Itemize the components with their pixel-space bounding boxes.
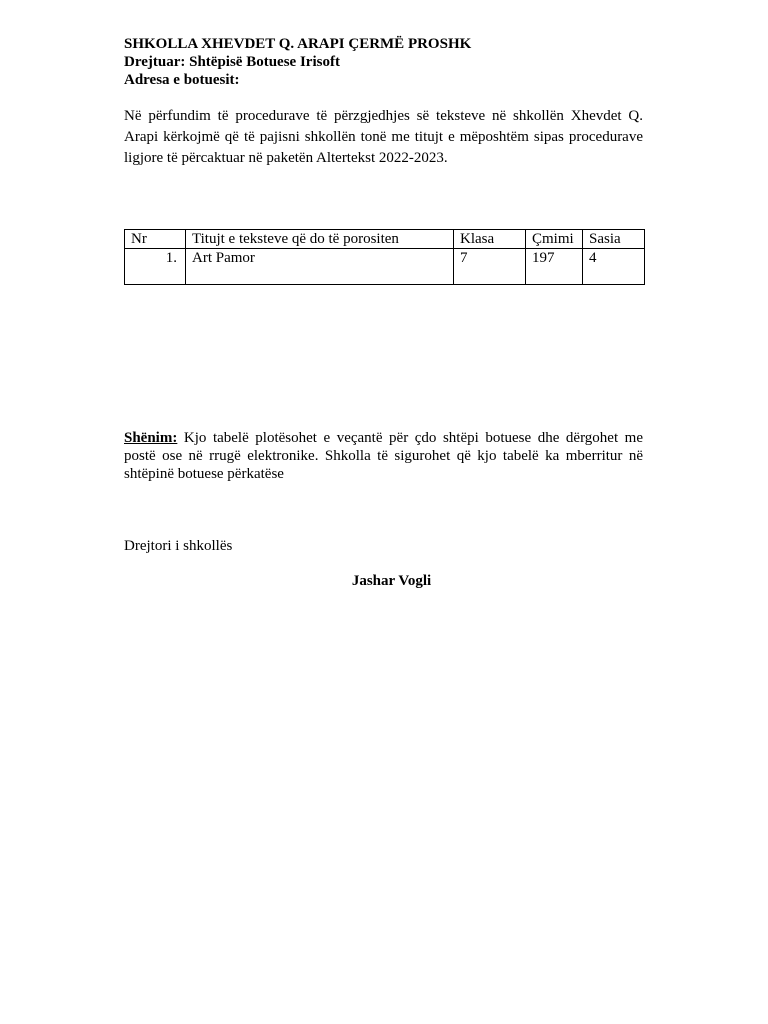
note-text: Kjo tabelë plotësohet e veçantë për çdo shtëpi botuese dhe dërgohet me postë ose në rrugë elektronike. Shkolla të sigurohet që kjo tabelë ka mberritur në shtëpinë botuese përkatëse bbox=[124, 430, 643, 482]
director-title: Drejtori i shkollës bbox=[124, 538, 233, 554]
director-name: Jashar Vogli bbox=[351, 573, 432, 589]
header-quantity: Sasia bbox=[583, 230, 645, 249]
intro-paragraph: Në përfundim të procedurave të përzgjedhjes së teksteve në shkollën Xhevdet Q. Arapi kërkojmë që të pajisni shkollën tonë me titujt e mëposhtëm sipas procedurave ligjore të përcaktuar në paketën Altertekst 2022-2023. bbox=[124, 108, 643, 166]
header-grade: Klasa bbox=[454, 230, 526, 249]
header-nr: Nr bbox=[125, 230, 186, 249]
cell-quantity: 4 bbox=[583, 249, 645, 285]
header-price: Çmimi bbox=[526, 230, 583, 249]
school-name: SHKOLLA XHEVDET Q. ARAPI ÇERMË PROSHK bbox=[124, 36, 472, 52]
publisher-address-label: Adresa e botuesit: bbox=[124, 72, 240, 88]
cell-nr: 1. bbox=[125, 249, 186, 285]
addressed-to: Drejtuar: Shtëpisë Botuese Irisoft bbox=[124, 54, 340, 70]
cell-title: Art Pamor bbox=[186, 249, 454, 285]
letter-header bbox=[124, 35, 644, 89]
table-row bbox=[125, 249, 645, 285]
note-label: Shënim: bbox=[124, 430, 178, 446]
cell-price: 197 bbox=[526, 249, 583, 285]
order-table bbox=[124, 229, 645, 285]
header-title: Titujt e teksteve që do të porositen bbox=[186, 230, 454, 249]
table-header-row bbox=[125, 230, 645, 249]
note-paragraph bbox=[124, 429, 643, 483]
cell-grade: 7 bbox=[454, 249, 526, 285]
